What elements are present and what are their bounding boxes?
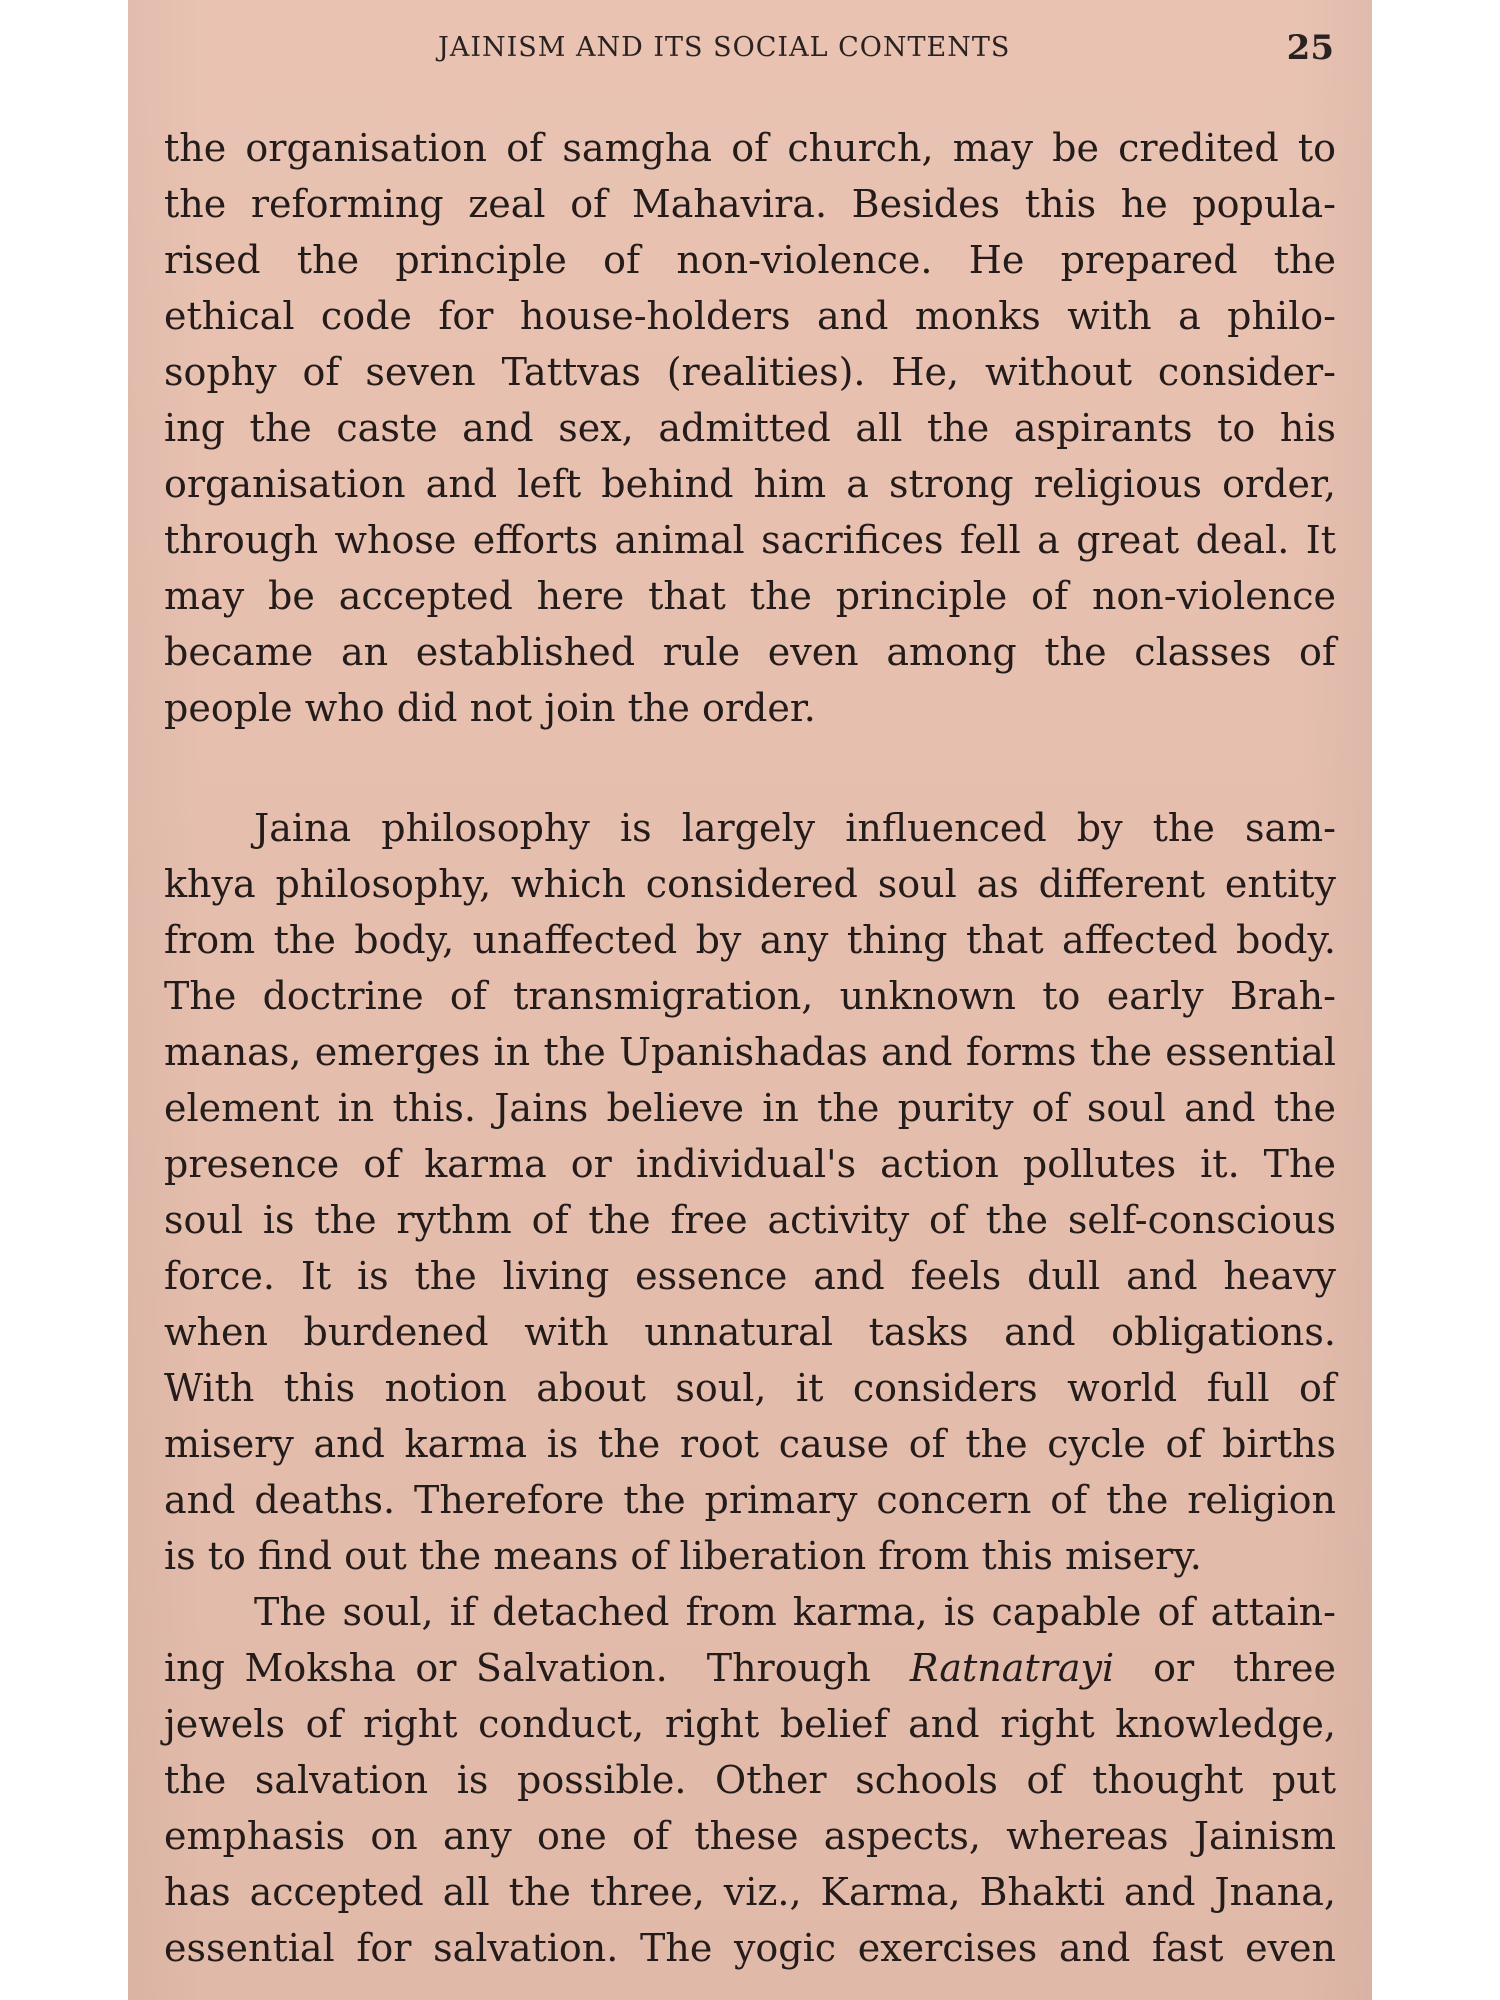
chapter-title: JAINISM AND ITS SOCIAL CONTENTS	[438, 32, 1011, 63]
paragraph-1	[164, 120, 1336, 736]
text-line: may be accepted here that the principle of non-violence	[164, 574, 1336, 618]
text-line: ethical code for house-holders and monks with a philo-	[164, 294, 1336, 338]
text-line: element in this. Jains believe in the purity of soul and the	[164, 1086, 1336, 1130]
text-line: people who did not join the order.	[164, 686, 816, 730]
text-line: soul is the rythm of the free activity of the self-conscious	[164, 1198, 1336, 1242]
text-line: organisation and left behind him a strong religious order,	[164, 462, 1336, 506]
paragraph-3	[164, 1584, 1336, 1976]
text-line: the organisation of samgha of church, may be credited to	[164, 126, 1336, 170]
text-line: Jaina philosophy is largely influenced by the sam-	[254, 806, 1336, 850]
text-line: manas, emerges in the Upanishadas and forms the essential	[164, 1030, 1336, 1074]
text-line: sophy of seven Tattvas (realities). He, without consider-	[164, 350, 1336, 394]
text-line: jewels of right conduct, right belief and right knowledge,	[164, 1702, 1336, 1746]
page-number: 25	[1286, 28, 1334, 68]
text-line: has accepted all the three, viz., Karma, Bhakti and Jnana,	[164, 1870, 1336, 1914]
text-line: With this notion about soul, it considers world full of	[164, 1366, 1336, 1410]
text-line: The soul, if detached from karma, is capable of attain-	[254, 1590, 1336, 1634]
text-line: The doctrine of transmigration, unknown to early Brah-	[164, 974, 1336, 1018]
text-line: presence of karma or individual's action pollutes it. The	[164, 1142, 1336, 1186]
text-line: the reforming zeal of Mahavira. Besides this he popula-	[164, 182, 1336, 226]
text-line-with-italic	[164, 1640, 1336, 1696]
text-line: the salvation is possible. Other schools of thought put	[164, 1758, 1336, 1802]
body-text	[164, 120, 1336, 1976]
text-fragment: ing Moksha or Salvation. Through	[164, 1646, 910, 1690]
text-line: through whose efforts animal sacrifices fell a great deal. It	[164, 518, 1336, 562]
text-line: essential for salvation. The yogic exercises and fast even	[164, 1926, 1336, 1970]
text-line: became an established rule even among the classes of	[164, 630, 1336, 674]
text-line: from the body, unaffected by any thing that affected body.	[164, 918, 1336, 962]
italic-term: Ratnatrayi	[909, 1646, 1115, 1690]
text-line: khya philosophy, which considered soul as different entity	[164, 862, 1336, 906]
text-line: misery and karma is the root cause of the cycle of births	[164, 1422, 1336, 1466]
running-header	[128, 28, 1372, 78]
text-line: when burdened with unnatural tasks and obligations.	[164, 1310, 1336, 1354]
book-page	[128, 0, 1372, 2000]
text-line: ing the caste and sex, admitted all the aspirants to his	[164, 406, 1336, 450]
paragraph-2	[164, 800, 1336, 1584]
text-fragment: or three	[1114, 1646, 1336, 1690]
text-line: emphasis on any one of these aspects, whereas Jainism	[164, 1814, 1336, 1858]
text-line: force. It is the living essence and feels dull and heavy	[164, 1254, 1336, 1298]
text-line: is to find out the means of liberation from this misery.	[164, 1534, 1202, 1578]
text-line: rised the principle of non-violence. He prepared the	[164, 238, 1336, 282]
text-line: and deaths. Therefore the primary concern of the religion	[164, 1478, 1336, 1522]
